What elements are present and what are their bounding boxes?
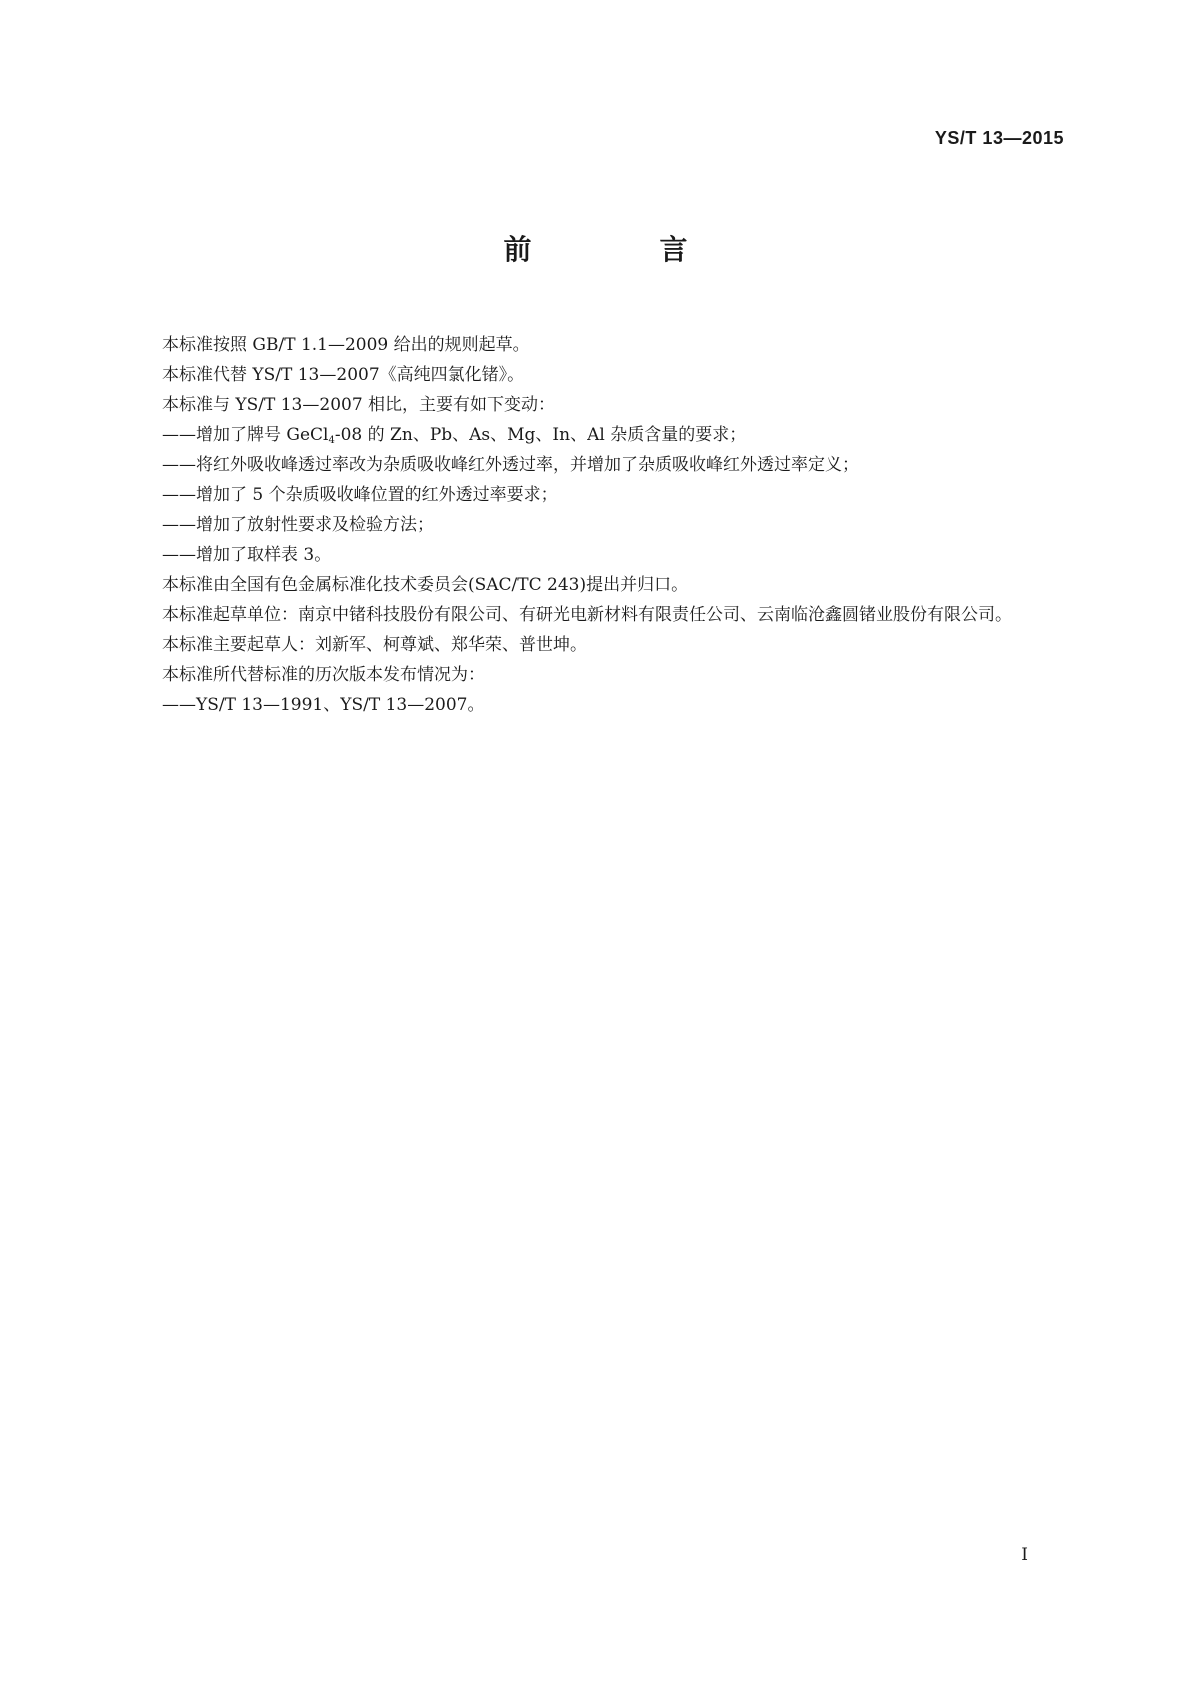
document-body [128,330,1068,720]
paragraph-history-versions: ——YS/T 13—1991、YS/T 13—2007。 [162,695,485,715]
paragraph-drafting-rules: 本标准按照 GB/T 1.1—2009 给出的规则起草。 [162,335,530,355]
page-number: I [1021,1545,1028,1565]
paragraph-proposed-by: 本标准由全国有色金属标准化技术委员会(SAC/TC 243)提出并归口。 [162,575,689,595]
paragraph-replaces: 本标准代替 YS/T 13—2007《高纯四氯化锗》。 [162,365,525,385]
page-title: 前 言 [503,233,738,266]
change-item-radioactivity: ——增加了放射性要求及检验方法； [162,515,434,535]
paragraph-drafters: 本标准主要起草人：刘新军、柯尊斌、郑华荣、普世坤。 [162,635,587,655]
change-item-grade-subscript: 4 [328,435,335,446]
change-item-grade-prefix: ——增加了牌号 GeCl [162,425,329,445]
change-item-sampling-table: ——增加了取样表 3。 [162,545,332,565]
standard-code: YS/T 13—2015 [934,128,1064,148]
paragraph-history-intro: 本标准所代替标准的历次版本发布情况为： [162,665,485,685]
change-item-grade-suffix: -08 的 Zn、Pb、As、Mg、In、Al 杂质含量的要求； [334,425,747,445]
paragraph-drafting-units: 本标准起草单位：南京中锗科技股份有限公司、有研光电新材料有限责任公司、云南临沧鑫圆锗业股份有限公司。 [162,605,1012,625]
change-item-absorption-peaks: ——增加了 5 个杂质吸收峰位置的红外透过率要求； [162,485,558,505]
change-item-transmittance: ——将红外吸收峰透过率改为杂质吸收峰红外透过率，并增加了杂质吸收峰红外透过率定义； [162,455,859,475]
change-item-grade [128,420,1068,450]
paragraph-changes-intro: 本标准与 YS/T 13—2007 相比，主要有如下变动： [162,395,556,415]
